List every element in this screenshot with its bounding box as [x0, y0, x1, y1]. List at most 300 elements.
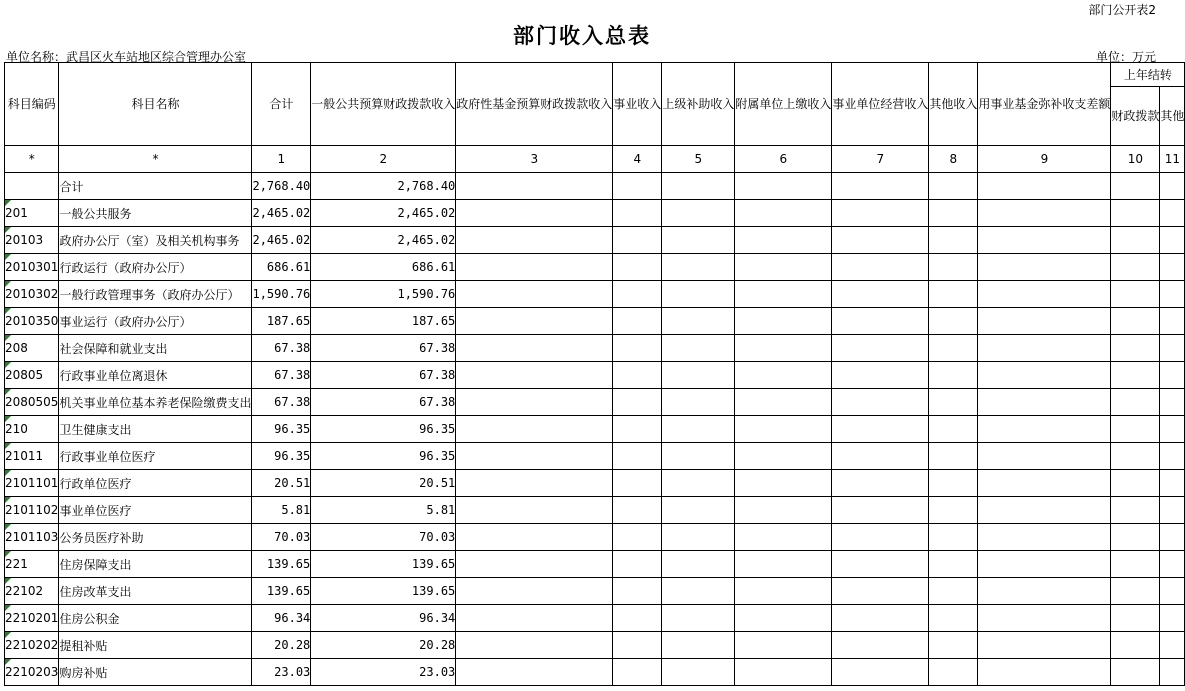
empty-cell — [1111, 227, 1160, 254]
general-budget-value: 67.38 — [311, 335, 456, 362]
subject-code: 208 — [5, 341, 28, 355]
general-budget-value: 5.81 — [311, 497, 456, 524]
table-tag: 部门公开表2 — [1088, 3, 1156, 17]
empty-cell — [832, 254, 929, 281]
empty-cell — [735, 470, 832, 497]
text-number-marker-icon — [5, 362, 11, 368]
text-number-marker-icon — [5, 227, 11, 233]
total-value: 23.03 — [252, 659, 311, 686]
subject-name: 住房保障支出 — [59, 551, 252, 578]
subject-code-cell — [5, 308, 59, 335]
empty-cell — [613, 551, 662, 578]
empty-cell — [662, 200, 735, 227]
total-value: 5.81 — [252, 497, 311, 524]
empty-cell — [929, 416, 978, 443]
text-number-marker-icon — [5, 200, 11, 206]
total-value: 139.65 — [252, 578, 311, 605]
empty-cell — [832, 605, 929, 632]
table-row — [5, 578, 1185, 605]
empty-cell — [456, 605, 613, 632]
empty-cell — [456, 200, 613, 227]
empty-cell — [832, 659, 929, 686]
empty-cell — [1111, 173, 1160, 200]
general-budget-value: 1,590.76 — [311, 281, 456, 308]
empty-cell — [613, 470, 662, 497]
table-row — [5, 335, 1185, 362]
empty-cell — [456, 551, 613, 578]
empty-cell — [1160, 335, 1185, 362]
total-value: 139.65 — [252, 551, 311, 578]
empty-cell — [1160, 281, 1185, 308]
text-number-marker-icon — [5, 524, 11, 530]
subject-name: 事业运行（政府办公厅） — [59, 308, 252, 335]
empty-cell — [456, 659, 613, 686]
subject-code-cell — [5, 200, 59, 227]
empty-cell — [662, 416, 735, 443]
subject-code-cell — [5, 605, 59, 632]
general-budget-value: 20.51 — [311, 470, 456, 497]
general-budget-value: 96.35 — [311, 443, 456, 470]
empty-cell — [456, 578, 613, 605]
subject-code-cell — [5, 335, 59, 362]
general-budget-value: 187.65 — [311, 308, 456, 335]
total-value: 67.38 — [252, 362, 311, 389]
empty-cell — [613, 281, 662, 308]
income-table — [4, 62, 1185, 686]
empty-cell — [613, 416, 662, 443]
empty-cell — [735, 605, 832, 632]
empty-cell — [978, 470, 1111, 497]
empty-cell — [1111, 200, 1160, 227]
empty-cell — [735, 389, 832, 416]
empty-cell — [1111, 659, 1160, 686]
subject-code: 2101103 — [5, 530, 59, 544]
subject-code-cell — [5, 389, 59, 416]
empty-cell — [662, 443, 735, 470]
total-value: 2,465.02 — [252, 200, 311, 227]
empty-cell — [929, 443, 978, 470]
subject-name: 一般行政管理事务（政府办公厅） — [59, 281, 252, 308]
table-row — [5, 551, 1185, 578]
empty-cell — [929, 335, 978, 362]
empty-cell — [1160, 389, 1185, 416]
empty-cell — [978, 551, 1111, 578]
text-number-marker-icon — [5, 551, 11, 557]
header-carryover: 上年结转 — [1111, 63, 1185, 87]
subject-code-cell — [5, 173, 59, 200]
header-name: 科目名称 — [59, 63, 252, 146]
empty-cell — [662, 659, 735, 686]
subject-code-cell — [5, 659, 59, 686]
subject-code: 20103 — [5, 233, 44, 247]
total-value: 96.34 — [252, 605, 311, 632]
empty-cell — [929, 227, 978, 254]
empty-cell — [613, 308, 662, 335]
empty-cell — [929, 173, 978, 200]
empty-cell — [613, 200, 662, 227]
subject-code: 2101101 — [5, 476, 59, 490]
subject-code-cell — [5, 443, 59, 470]
empty-cell — [1111, 254, 1160, 281]
empty-cell — [832, 443, 929, 470]
empty-cell — [735, 524, 832, 551]
header-gov-fund: 政府性基金预算财政拨款收入 — [456, 63, 613, 146]
empty-cell — [456, 335, 613, 362]
empty-cell — [978, 362, 1111, 389]
table-row — [5, 443, 1185, 470]
general-budget-value: 96.34 — [311, 605, 456, 632]
empty-cell — [1160, 362, 1185, 389]
empty-cell — [978, 254, 1111, 281]
empty-cell — [929, 281, 978, 308]
table-row — [5, 173, 1185, 200]
empty-cell — [832, 416, 929, 443]
empty-cell — [1160, 524, 1185, 551]
index-cell: 11 — [1160, 146, 1185, 173]
header-code: 科目编码 — [5, 63, 59, 146]
index-cell: 6 — [735, 146, 832, 173]
empty-cell — [1160, 605, 1185, 632]
empty-cell — [978, 281, 1111, 308]
general-budget-value: 20.28 — [311, 632, 456, 659]
header-business-income: 事业收入 — [613, 63, 662, 146]
subject-name: 卫生健康支出 — [59, 416, 252, 443]
index-cell: * — [5, 146, 59, 173]
general-budget-value: 67.38 — [311, 362, 456, 389]
empty-cell — [1111, 632, 1160, 659]
empty-cell — [662, 173, 735, 200]
empty-cell — [978, 524, 1111, 551]
empty-cell — [735, 308, 832, 335]
unit-name: 单位名称：武昌区火车站地区综合管理办公室 — [6, 50, 247, 64]
empty-cell — [735, 659, 832, 686]
empty-cell — [929, 200, 978, 227]
general-budget-value: 2,768.40 — [311, 173, 456, 200]
empty-cell — [456, 281, 613, 308]
empty-cell — [1111, 416, 1160, 443]
table-row — [5, 416, 1185, 443]
general-budget-value: 2,465.02 — [311, 227, 456, 254]
subject-code-cell — [5, 524, 59, 551]
subject-name: 社会保障和就业支出 — [59, 335, 252, 362]
index-cell: 4 — [613, 146, 662, 173]
empty-cell — [1111, 551, 1160, 578]
subject-name: 行政单位医疗 — [59, 470, 252, 497]
empty-cell — [456, 227, 613, 254]
subject-name: 合计 — [59, 173, 252, 200]
index-cell: 2 — [311, 146, 456, 173]
empty-cell — [662, 254, 735, 281]
empty-cell — [929, 254, 978, 281]
total-value: 67.38 — [252, 335, 311, 362]
total-value: 1,590.76 — [252, 281, 311, 308]
table-row — [5, 308, 1185, 335]
empty-cell — [735, 443, 832, 470]
text-number-marker-icon — [5, 443, 11, 449]
subject-name: 行政运行（政府办公厅） — [59, 254, 252, 281]
empty-cell — [929, 524, 978, 551]
empty-cell — [1111, 497, 1160, 524]
empty-cell — [735, 362, 832, 389]
index-cell: 5 — [662, 146, 735, 173]
empty-cell — [1111, 389, 1160, 416]
empty-cell — [613, 659, 662, 686]
empty-cell — [978, 200, 1111, 227]
empty-cell — [832, 227, 929, 254]
subject-code: 2010350 — [5, 314, 59, 328]
empty-cell — [662, 578, 735, 605]
empty-cell — [929, 497, 978, 524]
empty-cell — [978, 497, 1111, 524]
subject-name: 住房改革支出 — [59, 578, 252, 605]
total-value: 20.28 — [252, 632, 311, 659]
empty-cell — [735, 173, 832, 200]
subject-name: 行政事业单位医疗 — [59, 443, 252, 470]
subject-name: 事业单位医疗 — [59, 497, 252, 524]
general-budget-value: 96.35 — [311, 416, 456, 443]
table-row — [5, 254, 1185, 281]
subject-code: 22102 — [5, 584, 44, 598]
empty-cell — [456, 173, 613, 200]
subject-code-cell — [5, 632, 59, 659]
empty-cell — [735, 578, 832, 605]
general-budget-value: 686.61 — [311, 254, 456, 281]
empty-cell — [832, 551, 929, 578]
empty-cell — [978, 578, 1111, 605]
table-row — [5, 632, 1185, 659]
header-operating-income: 事业单位经营收入 — [832, 63, 929, 146]
empty-cell — [456, 632, 613, 659]
empty-cell — [832, 632, 929, 659]
empty-cell — [662, 632, 735, 659]
empty-cell — [735, 416, 832, 443]
table-row — [5, 281, 1185, 308]
subject-name: 行政事业单位离退休 — [59, 362, 252, 389]
total-value: 20.51 — [252, 470, 311, 497]
general-budget-value: 23.03 — [311, 659, 456, 686]
empty-cell — [456, 308, 613, 335]
empty-cell — [662, 524, 735, 551]
empty-cell — [929, 632, 978, 659]
header-carry-fiscal: 财政拨款 — [1111, 87, 1160, 146]
index-row — [5, 146, 1185, 173]
empty-cell — [1160, 659, 1185, 686]
table-row — [5, 659, 1185, 686]
subject-name: 购房补贴 — [59, 659, 252, 686]
subject-code-cell — [5, 281, 59, 308]
empty-cell — [978, 389, 1111, 416]
empty-cell — [1111, 470, 1160, 497]
empty-cell — [832, 362, 929, 389]
total-value: 686.61 — [252, 254, 311, 281]
header-other-income: 其他收入 — [929, 63, 978, 146]
empty-cell — [735, 335, 832, 362]
empty-cell — [978, 227, 1111, 254]
general-budget-value: 70.03 — [311, 524, 456, 551]
empty-cell — [662, 497, 735, 524]
empty-cell — [929, 659, 978, 686]
empty-cell — [1160, 227, 1185, 254]
empty-cell — [1111, 443, 1160, 470]
empty-cell — [456, 389, 613, 416]
empty-cell — [832, 470, 929, 497]
empty-cell — [1160, 308, 1185, 335]
text-number-marker-icon — [5, 605, 11, 611]
empty-cell — [1160, 200, 1185, 227]
empty-cell — [456, 524, 613, 551]
subject-name: 一般公共服务 — [59, 200, 252, 227]
header-general-budget: 一般公共预算财政拨款收入 — [311, 63, 456, 146]
empty-cell — [978, 605, 1111, 632]
index-cell: 1 — [252, 146, 311, 173]
total-value: 96.35 — [252, 416, 311, 443]
general-budget-value: 139.65 — [311, 578, 456, 605]
unit-label: 单位：万元 — [1095, 50, 1156, 64]
subject-code-cell — [5, 227, 59, 254]
empty-cell — [832, 200, 929, 227]
text-number-marker-icon — [5, 281, 11, 287]
empty-cell — [1111, 335, 1160, 362]
empty-cell — [456, 362, 613, 389]
table-row — [5, 227, 1185, 254]
empty-cell — [662, 605, 735, 632]
empty-cell — [978, 443, 1111, 470]
table-row — [5, 470, 1185, 497]
empty-cell — [929, 308, 978, 335]
empty-cell — [613, 227, 662, 254]
text-number-marker-icon — [5, 389, 11, 395]
empty-cell — [832, 578, 929, 605]
subject-code: 221 — [5, 557, 28, 571]
empty-cell — [978, 659, 1111, 686]
empty-cell — [1111, 281, 1160, 308]
text-number-marker-icon — [5, 308, 11, 314]
empty-cell — [978, 416, 1111, 443]
empty-cell — [613, 524, 662, 551]
index-cell: 7 — [832, 146, 929, 173]
empty-cell — [662, 551, 735, 578]
empty-cell — [929, 389, 978, 416]
empty-cell — [832, 497, 929, 524]
empty-cell — [1111, 605, 1160, 632]
total-value: 187.65 — [252, 308, 311, 335]
subject-code: 2080505 — [5, 395, 59, 409]
empty-cell — [662, 308, 735, 335]
empty-cell — [662, 281, 735, 308]
empty-cell — [832, 389, 929, 416]
empty-cell — [1160, 632, 1185, 659]
subject-name: 公务员医疗补助 — [59, 524, 252, 551]
empty-cell — [832, 308, 929, 335]
table-row — [5, 362, 1185, 389]
general-budget-value: 139.65 — [311, 551, 456, 578]
subject-code-cell — [5, 578, 59, 605]
total-value: 2,768.40 — [252, 173, 311, 200]
index-cell: 10 — [1111, 146, 1160, 173]
empty-cell — [613, 497, 662, 524]
text-number-marker-icon — [5, 254, 11, 260]
subject-code: 2210203 — [5, 665, 59, 679]
subject-code-cell — [5, 551, 59, 578]
subject-code: 201 — [5, 206, 28, 220]
empty-cell — [1111, 362, 1160, 389]
text-number-marker-icon — [5, 416, 11, 422]
general-budget-value: 67.38 — [311, 389, 456, 416]
empty-cell — [662, 335, 735, 362]
empty-cell — [456, 416, 613, 443]
empty-cell — [1160, 254, 1185, 281]
empty-cell — [1160, 416, 1185, 443]
index-cell: * — [59, 146, 252, 173]
empty-cell — [456, 254, 613, 281]
subject-code: 2210202 — [5, 638, 59, 652]
empty-cell — [613, 632, 662, 659]
empty-cell — [456, 497, 613, 524]
empty-cell — [832, 524, 929, 551]
subject-code-cell — [5, 254, 59, 281]
total-value: 2,465.02 — [252, 227, 311, 254]
text-number-marker-icon — [5, 632, 11, 638]
empty-cell — [929, 605, 978, 632]
empty-cell — [662, 227, 735, 254]
table-row — [5, 200, 1185, 227]
subject-code-cell — [5, 497, 59, 524]
empty-cell — [735, 200, 832, 227]
empty-cell — [1111, 524, 1160, 551]
empty-cell — [1160, 551, 1185, 578]
empty-cell — [1111, 308, 1160, 335]
subject-code: 210 — [5, 422, 28, 436]
total-value: 96.35 — [252, 443, 311, 470]
empty-cell — [1160, 443, 1185, 470]
empty-cell — [735, 497, 832, 524]
empty-cell — [929, 551, 978, 578]
empty-cell — [735, 551, 832, 578]
subject-code: 2101102 — [5, 503, 59, 517]
header-superior-subsidy: 上级补助收入 — [662, 63, 735, 146]
empty-cell — [735, 227, 832, 254]
empty-cell — [662, 470, 735, 497]
index-cell: 8 — [929, 146, 978, 173]
empty-cell — [613, 389, 662, 416]
empty-cell — [613, 605, 662, 632]
empty-cell — [613, 173, 662, 200]
empty-cell — [929, 470, 978, 497]
empty-cell — [1160, 497, 1185, 524]
subject-code: 21011 — [5, 449, 44, 463]
empty-cell — [662, 362, 735, 389]
subject-code-cell — [5, 470, 59, 497]
header-affiliated-income: 附属单位上缴收入 — [735, 63, 832, 146]
subject-code: 20805 — [5, 368, 44, 382]
empty-cell — [613, 362, 662, 389]
subject-name: 政府办公厅（室）及相关机构事务 — [59, 227, 252, 254]
subject-code-cell — [5, 362, 59, 389]
index-cell: 3 — [456, 146, 613, 173]
empty-cell — [735, 281, 832, 308]
empty-cell — [1160, 578, 1185, 605]
text-number-marker-icon — [5, 497, 11, 503]
header-total: 合计 — [252, 63, 311, 146]
empty-cell — [613, 578, 662, 605]
empty-cell — [832, 281, 929, 308]
subject-code: 2210201 — [5, 611, 59, 625]
table-row — [5, 524, 1185, 551]
table-row — [5, 389, 1185, 416]
general-budget-value: 2,465.02 — [311, 200, 456, 227]
empty-cell — [832, 173, 929, 200]
empty-cell — [613, 443, 662, 470]
